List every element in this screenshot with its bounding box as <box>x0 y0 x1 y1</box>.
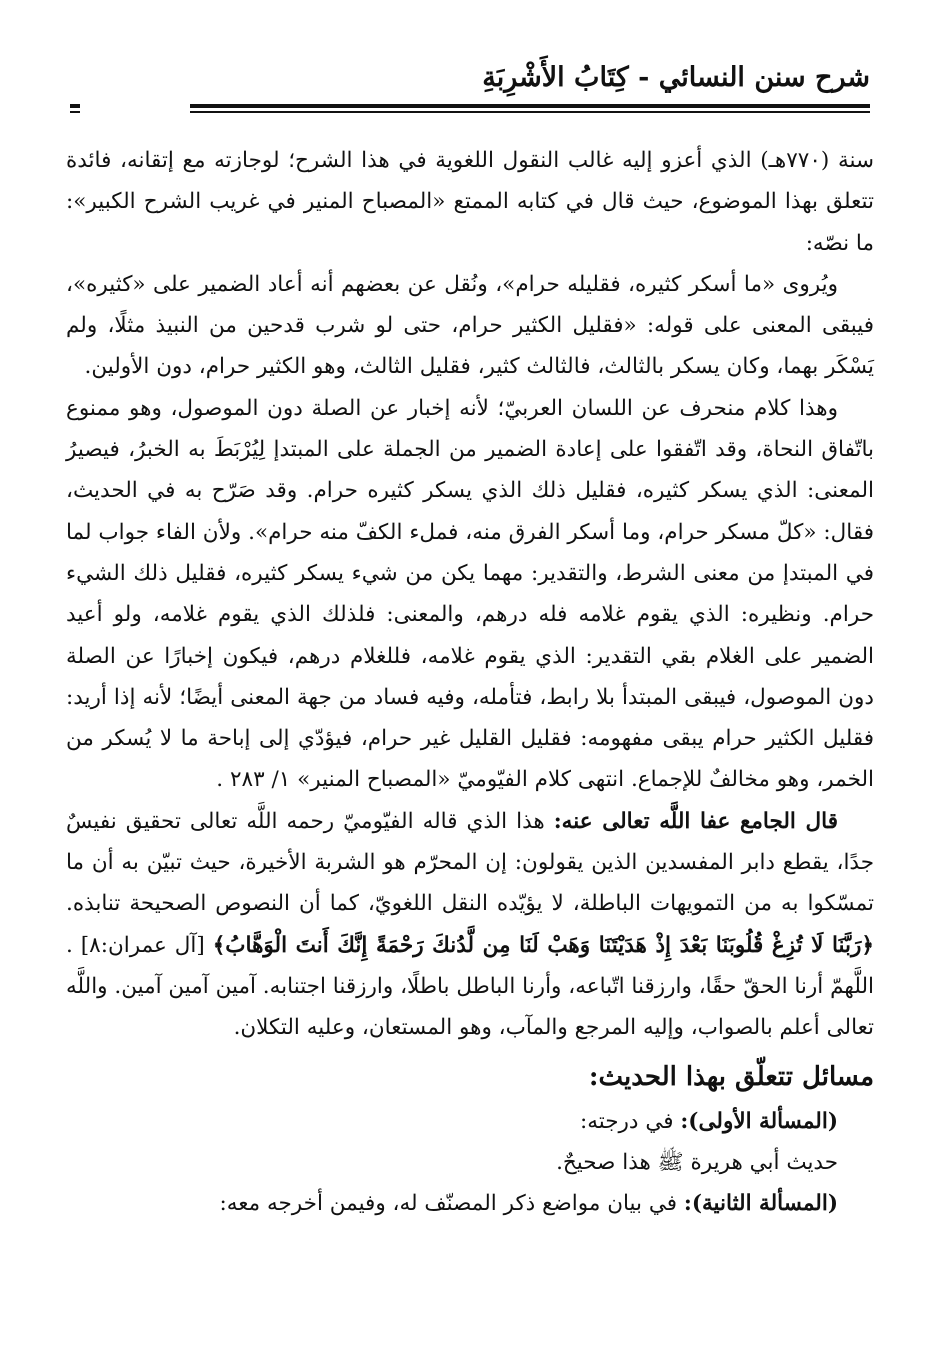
quran-verse: ﴿رَبَّنَا لَا تُزِغْ قُلُوبَنَا بَعْدَ إِذْ هَدَيْتَنَا وَهَبْ لَنَا مِن لَّدُنكَ رَحْمَةً إِنَّكَ أَنتَ الْوَهَّابُ﴾ <box>212 932 874 958</box>
paragraph-4 <box>66 801 874 1049</box>
section-heading: مسائل تتعلّق بهذا الحديث: <box>588 1061 874 1092</box>
question-2 <box>66 1183 874 1224</box>
header-rule-thin <box>70 111 870 113</box>
page-number-gap <box>80 98 190 120</box>
paragraph-2: ويُروى «ما أسكر كثيره، فقليله حرام»، ونُقل عن بعضهم أنه أعاد الضمير على «كثيره»، فيبقى المعنى على قوله: «فقليل الكثير حرام، حتى لو شرب قدحين من النبيذ مثلًا، ولم يَسْكَر بهما، وكان يسكر بالثالث، فالثالث كثير، فقليل الثالث، وهو الكثير حرام، دون الأولين. <box>66 271 874 380</box>
compiler-remark-text: هذا الذي قاله الفيّوميّ رحمه اللَّه تعالى تحقيق نفيسٌ جدًا، يقطع دابر المفسدين الذين يقولون: إن المحرّم هو الشربة الأخيرة، حيث تبيّن به أن ما تمسّكوا به من التمويهات الباطلة، لا يؤيّده النقل اللغويّ، كما أن النصوص الصحيحة تنابذه. <box>66 808 874 917</box>
running-header <box>70 62 870 92</box>
compiler-remark-end: [آل عمران:٨] . اللَّهمّ أرنا الحقّ حقًا، وارزقنا اتّباعه، وأرنا الباطل باطلًا، وارزقنا اجتنابه. آمين آمين آمين. واللَّه تعالى أعلم بالصواب، وإليه المرجع والمآب، وهو المستعان، وعليه التكلان. <box>66 932 874 1041</box>
paragraph-3: وهذا كلام منحرف عن اللسان العربيّ؛ لأنه إخبار عن الصلة دون الموصول، وهو ممنوع باتّفاق النحاة، وقد اتّفقوا على إعادة الضمير من الجملة على المبتدإ لِيُرْبَطَ به الخبرُ، فيصيرُ المعنى: الذي يسكر كثيره، فقليل ذلك الذي يسكر كثيره حرام. وقد صَرّح به في الحديث، فقال: «كلّ مسكر حرام، وما أسكر الفرق منه، فملء الكفّ منه حرام». ولأن الفاء جواب لما في المبتدإ من معنى الشرط، والتقدير: مهما يكن من شيء يسكر كثيره، فقليل ذلك الشيء حرام. ونظيره: الذي يقوم غلامه فله درهم، والمعنى: فلذلك الذي يقوم غلامه، ولو أعيد الضمير على الغلام بقي التقدير: الذي يقوم غلامه، فللغلام درهم، فيكون إخبارًا عن الصلة دون الموصول، فيبقى المبتدأ بلا رابط، فتأمله، وفيه فساد من جهة المعنى أيضًا؛ لأنه إذا أريد: فقليل الكثير حرام يبقى مفهومه: فقليل القليل غير حرام، فيؤدّي إلى إباحة ما لا يُسكر من الخمر، وهو مخالفٌ للإجماع. انتهى كلام الفيّوميّ «المصباح المنير» ١/ ٢٨٣ . <box>66 395 874 793</box>
paragraph-1: سنة (٧٧٠هـ) الذي أعزو إليه غالب النقول اللغوية في هذا الشرح؛ لوجازته مع إتقانه، فائدة تتعلق بهذا الموضوع، حيث قال في كتابه الممتع «المصباح المنير في غريب الشرح الكبير»: ما نصّه: <box>66 148 874 256</box>
question-1-label: (المسألة الأولى): <box>680 1108 838 1134</box>
header-rule <box>70 104 870 114</box>
question-2-label: (المسألة الثانية): <box>683 1191 838 1217</box>
question-2-text: في بيان مواضع ذكر المصنّف له، وفيمن أخرجه معه: <box>219 1191 684 1217</box>
header-title: شرح سنن النسائي - كِتَابُ الأَشْرِبَةِ <box>482 62 870 93</box>
compiler-remark-label: قال الجامع عفا اللَّه تعالى عنه: <box>553 808 838 834</box>
page-body <box>66 140 874 1224</box>
question-1-answer: حديث أبي هريرة ﷺ هذا صحيحٌ. <box>556 1149 838 1175</box>
question-1 <box>66 1101 874 1142</box>
question-1-text: في درجته: <box>580 1108 681 1134</box>
header-rule-thick <box>70 104 870 108</box>
